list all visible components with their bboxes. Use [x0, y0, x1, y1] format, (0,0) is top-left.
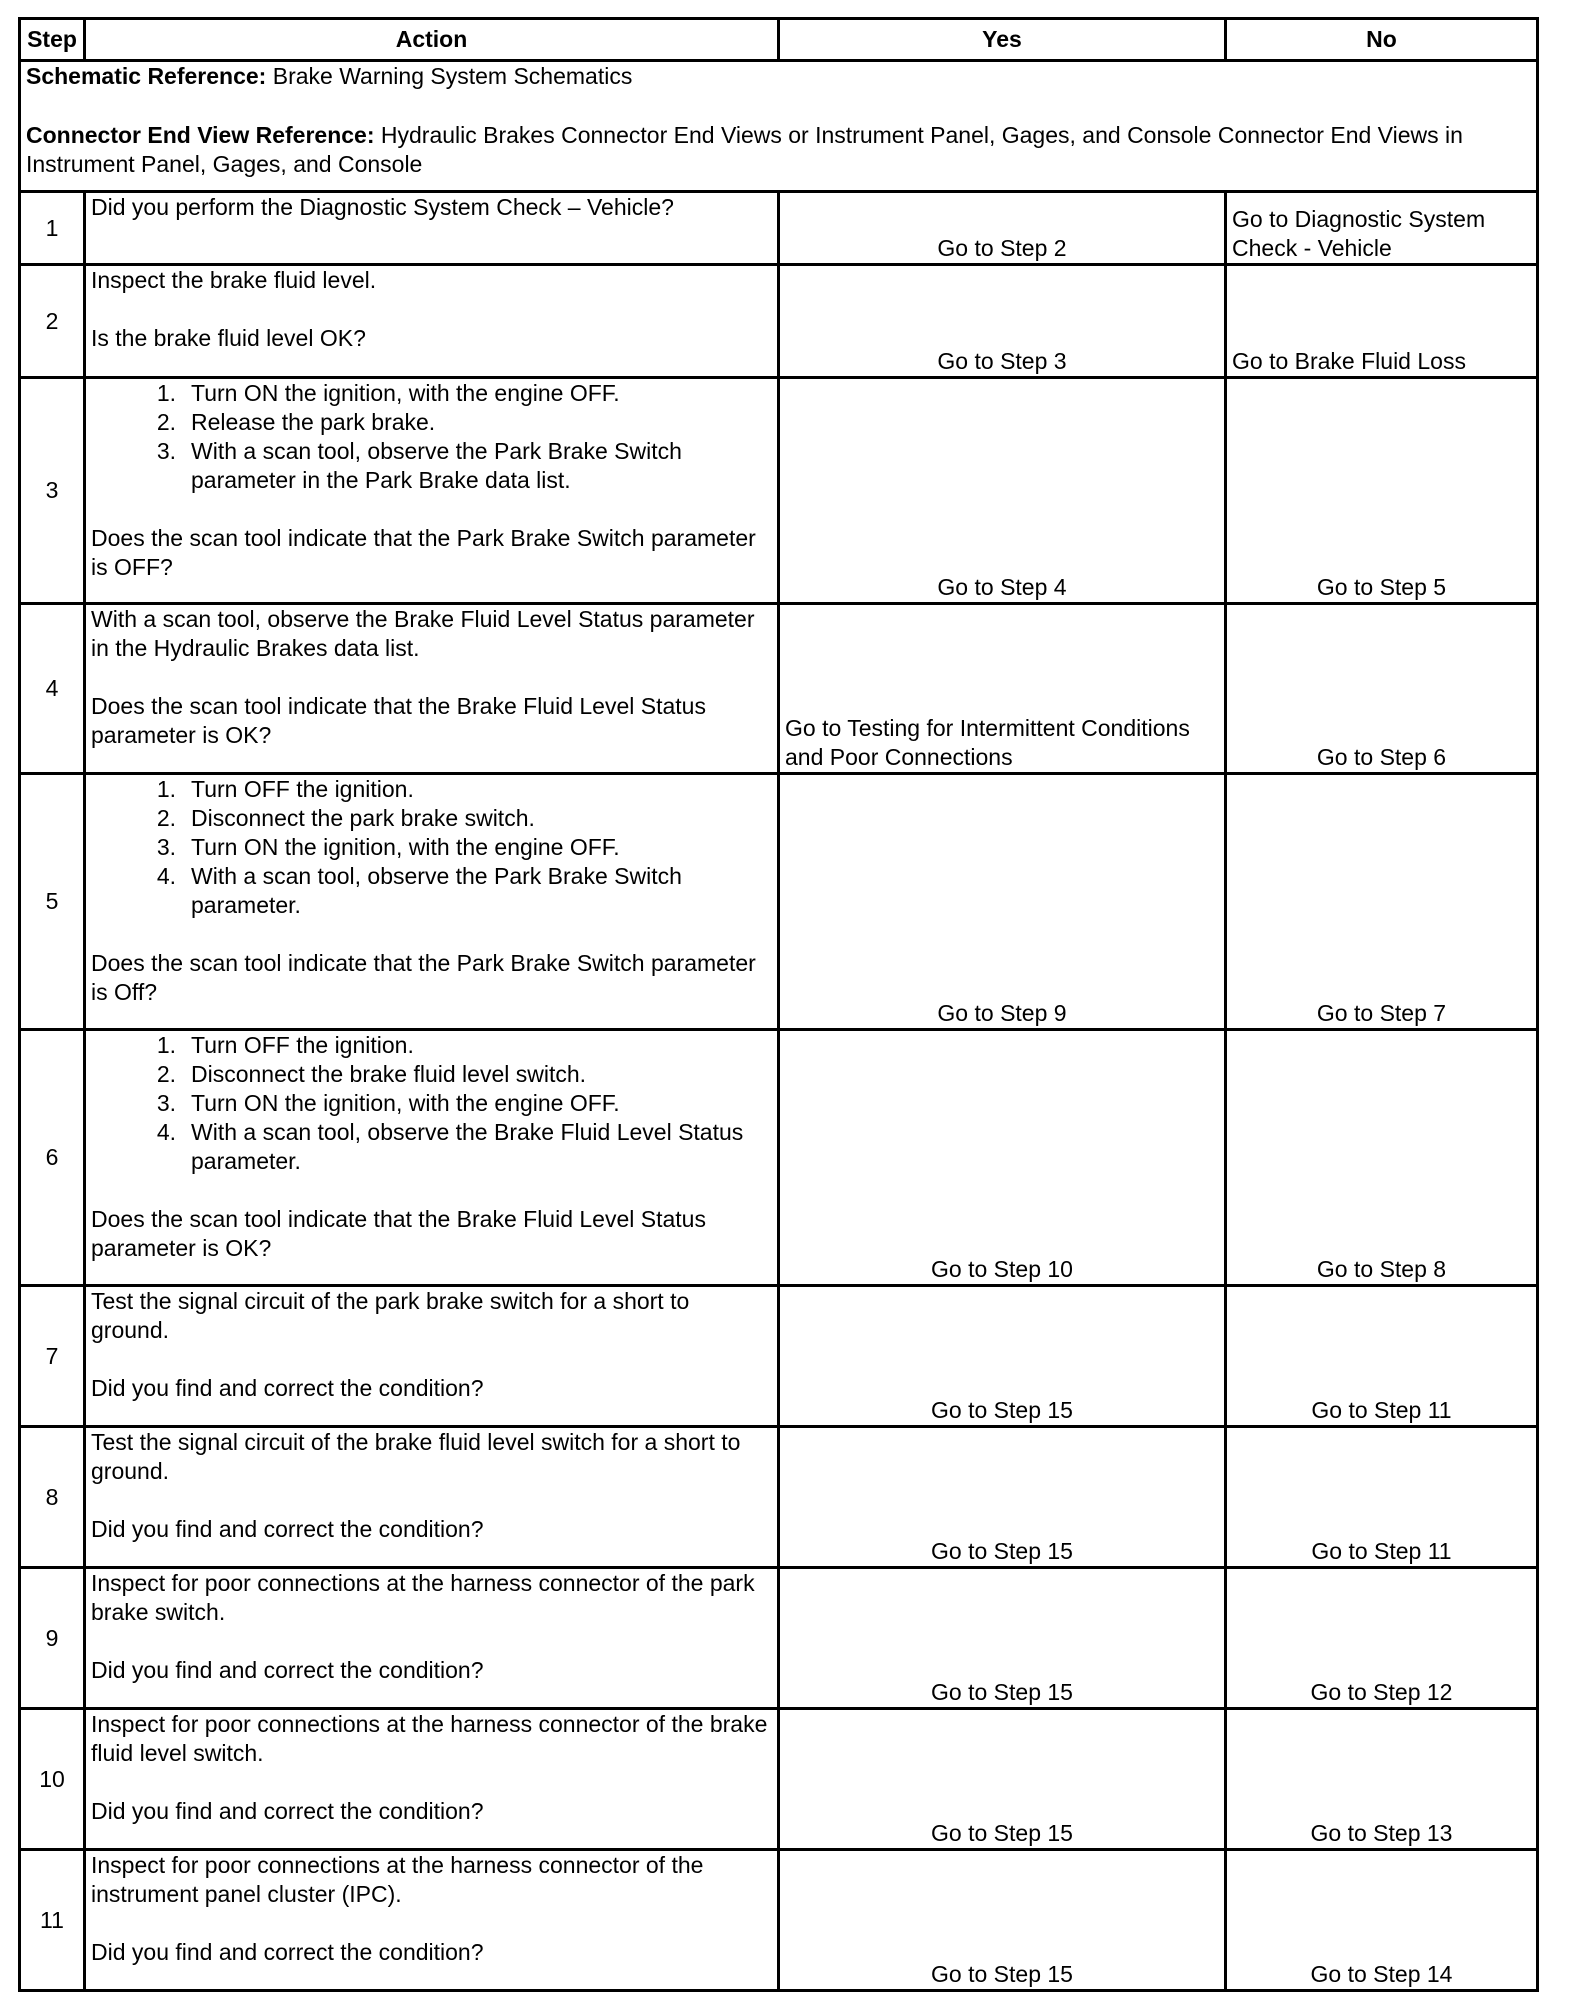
action-question: Did you find and correct the condition?	[91, 1798, 484, 1824]
no-result: Go to Step 6	[1226, 604, 1538, 774]
action-substeps	[91, 1031, 772, 1176]
action-question: Does the scan tool indicate that the Brake Fluid Level Status parameter is OK?	[91, 1206, 706, 1261]
step-row	[20, 1709, 1538, 1850]
connector-reference	[26, 121, 1531, 179]
step-number: 4	[20, 604, 85, 774]
no-result: Go to Step 11	[1226, 1427, 1538, 1568]
action-cell	[85, 1850, 779, 1991]
action-instruction: Did you perform the Diagnostic System Check – Vehicle?	[91, 194, 674, 220]
substep-number: 3.	[156, 1090, 176, 1116]
action-question: Did you find and correct the condition?	[91, 1516, 484, 1542]
reference-cell	[20, 61, 1538, 192]
action-substeps	[91, 379, 772, 495]
step-row	[20, 1568, 1538, 1709]
step-number: 6	[20, 1030, 85, 1286]
yes-result: Go to Step 15	[779, 1427, 1226, 1568]
connector-reference-label: Connector End View Reference:	[26, 122, 375, 148]
action-instruction: Inspect for poor connections at the harness connector of the park brake switch.	[91, 1570, 755, 1625]
header-no: No	[1226, 19, 1538, 61]
action-question: Does the scan tool indicate that the Park Brake Switch parameter is Off?	[91, 950, 756, 1005]
yes-result: Go to Step 15	[779, 1568, 1226, 1709]
substep-number: 1.	[156, 776, 176, 802]
step-number: 2	[20, 265, 85, 378]
yes-result: Go to Step 2	[779, 192, 1226, 265]
substep-item	[156, 1089, 772, 1118]
diagnostic-table	[18, 17, 1539, 1992]
yes-result: Go to Testing for Intermittent Conditions and Poor Connections	[779, 604, 1226, 774]
no-result: Go to Diagnostic System Check - Vehicle	[1226, 192, 1538, 265]
action-instruction: Inspect the brake fluid level.	[91, 267, 377, 293]
substep-text: Release the park brake.	[191, 409, 436, 435]
action-instruction: Inspect for poor connections at the harness connector of the instrument panel cluster (IPC).	[91, 1852, 704, 1907]
no-result: Go to Step 12	[1226, 1568, 1538, 1709]
step-number: 3	[20, 378, 85, 604]
action-cell	[85, 1286, 779, 1427]
substep-item	[156, 437, 772, 495]
substep-item	[156, 862, 772, 920]
action-cell	[85, 774, 779, 1030]
header-action: Action	[85, 19, 779, 61]
action-cell	[85, 378, 779, 604]
schematic-reference-text: Brake Warning System Schematics	[266, 63, 633, 89]
action-question: Does the scan tool indicate that the Brake Fluid Level Status parameter is OK?	[91, 693, 706, 748]
action-question: Did you find and correct the condition?	[91, 1375, 484, 1401]
schematic-reference	[26, 62, 1531, 91]
step-row	[20, 192, 1538, 265]
substep-text: Turn ON the ignition, with the engine OFF.	[191, 380, 620, 406]
substep-number: 2.	[156, 409, 176, 435]
action-cell	[85, 1030, 779, 1286]
substep-number: 3.	[156, 834, 176, 860]
action-cell	[85, 192, 779, 265]
action-instruction: Inspect for poor connections at the harness connector of the brake fluid level switch.	[91, 1711, 768, 1766]
action-cell	[85, 604, 779, 774]
substep-item	[156, 379, 772, 408]
connector-reference-text: Hydraulic Brakes Connector End Views or Instrument Panel, Gages, and Console Connector End Views in Instrument Panel, Gages, and Console	[26, 122, 1463, 177]
step-row	[20, 1286, 1538, 1427]
action-question: Does the scan tool indicate that the Park Brake Switch parameter is OFF?	[91, 525, 756, 580]
substep-item	[156, 804, 772, 833]
action-cell	[85, 1709, 779, 1850]
action-cell	[85, 1568, 779, 1709]
substep-text: Turn OFF the ignition.	[191, 776, 414, 802]
header-yes: Yes	[779, 19, 1226, 61]
substep-item	[156, 408, 772, 437]
step-number: 5	[20, 774, 85, 1030]
step-row	[20, 1850, 1538, 1991]
schematic-reference-label: Schematic Reference:	[26, 63, 267, 89]
header-step: Step	[20, 19, 85, 61]
action-substeps	[91, 775, 772, 920]
no-result: Go to Brake Fluid Loss	[1226, 265, 1538, 378]
substep-number: 4.	[156, 1119, 176, 1145]
substep-text: Disconnect the brake fluid level switch.	[191, 1061, 587, 1087]
substep-item	[156, 1118, 772, 1176]
substep-item	[156, 1060, 772, 1089]
yes-result: Go to Step 15	[779, 1709, 1226, 1850]
action-question: Is the brake fluid level OK?	[91, 325, 366, 351]
substep-text: Turn ON the ignition, with the engine OFF.	[191, 1090, 620, 1116]
no-result: Go to Step 7	[1226, 774, 1538, 1030]
substep-number: 2.	[156, 1061, 176, 1087]
no-result: Go to Step 11	[1226, 1286, 1538, 1427]
substep-text: Disconnect the park brake switch.	[191, 805, 535, 831]
yes-result: Go to Step 15	[779, 1850, 1226, 1991]
yes-result: Go to Step 3	[779, 265, 1226, 378]
no-result: Go to Step 8	[1226, 1030, 1538, 1286]
action-instruction: With a scan tool, observe the Brake Fluid Level Status parameter in the Hydraulic Brakes data list.	[91, 606, 755, 661]
step-row	[20, 774, 1538, 1030]
no-result: Go to Step 14	[1226, 1850, 1538, 1991]
step-row	[20, 1427, 1538, 1568]
action-question: Did you find and correct the condition?	[91, 1939, 484, 1965]
step-number: 11	[20, 1850, 85, 1991]
step-number: 9	[20, 1568, 85, 1709]
yes-result: Go to Step 4	[779, 378, 1226, 604]
step-row	[20, 1030, 1538, 1286]
substep-text: With a scan tool, observe the Park Brake Switch parameter.	[191, 863, 682, 918]
step-number: 8	[20, 1427, 85, 1568]
substep-number: 3.	[156, 438, 176, 464]
yes-result: Go to Step 10	[779, 1030, 1226, 1286]
reference-row	[20, 61, 1538, 192]
step-row	[20, 265, 1538, 378]
substep-text: Turn OFF the ignition.	[191, 1032, 414, 1058]
step-row	[20, 378, 1538, 604]
action-cell	[85, 265, 779, 378]
substep-text: With a scan tool, observe the Brake Fluid Level Status parameter.	[191, 1119, 744, 1174]
substep-item	[156, 833, 772, 862]
step-row	[20, 604, 1538, 774]
no-result: Go to Step 5	[1226, 378, 1538, 604]
substep-number: 1.	[156, 1032, 176, 1058]
yes-result: Go to Step 15	[779, 1286, 1226, 1427]
yes-result: Go to Step 9	[779, 774, 1226, 1030]
action-question: Did you find and correct the condition?	[91, 1657, 484, 1683]
substep-number: 2.	[156, 805, 176, 831]
header-row	[20, 19, 1538, 61]
substep-item	[156, 1031, 772, 1060]
substep-item	[156, 775, 772, 804]
action-instruction: Test the signal circuit of the brake fluid level switch for a short to ground.	[91, 1429, 741, 1484]
substep-number: 1.	[156, 380, 176, 406]
substep-number: 4.	[156, 863, 176, 889]
action-instruction: Test the signal circuit of the park brake switch for a short to ground.	[91, 1288, 690, 1343]
step-number: 1	[20, 192, 85, 265]
substep-text: With a scan tool, observe the Park Brake Switch parameter in the Park Brake data list.	[191, 438, 682, 493]
step-number: 10	[20, 1709, 85, 1850]
substep-text: Turn ON the ignition, with the engine OFF.	[191, 834, 620, 860]
action-cell	[85, 1427, 779, 1568]
step-number: 7	[20, 1286, 85, 1427]
no-result: Go to Step 13	[1226, 1709, 1538, 1850]
